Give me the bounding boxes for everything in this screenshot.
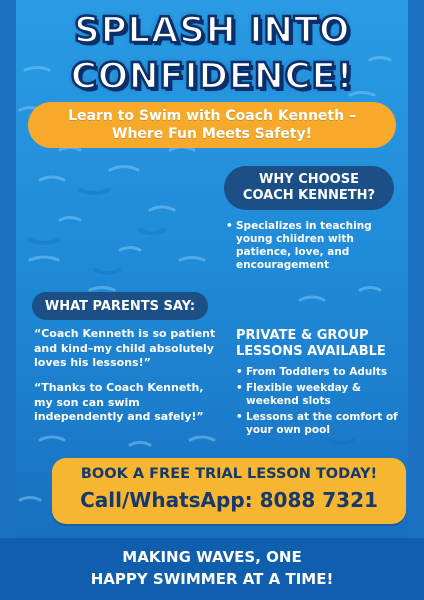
headline-line1: SPLASH INTO — [74, 10, 350, 51]
headline-line2: CONFIDENCE! — [70, 56, 354, 97]
why-choose-line2: COACH KENNETH? — [242, 188, 376, 203]
lessons-heading-line1: PRIVATE & GROUP — [236, 328, 369, 343]
bullet-icon: • — [226, 220, 233, 232]
why-choose-heading — [224, 166, 394, 210]
footer-slogan — [0, 546, 424, 590]
footer-band — [0, 538, 424, 600]
lessons-item — [236, 366, 406, 379]
booking-cta-box — [52, 458, 406, 524]
why-choose-item-text: Specializes in teaching young chiidren with patience, love, and encouragement — [236, 220, 372, 271]
bullet-icon: • — [236, 411, 243, 423]
lessons-heading-line2: LESSONS AVAILABLE — [236, 344, 386, 359]
testimonial-quote: “Coach Kenneth is so patient and kind–my child absolutely loves his lessons!” — [34, 327, 216, 369]
why-choose-line1: WHY CHOOSE — [259, 172, 359, 187]
lessons-item-text: Lessons at the comfort of your own pool — [246, 411, 398, 436]
footer-line2: HAPPY SWIMMER AT A TIME! — [90, 570, 334, 588]
testimonial-quote: “Thanks to Coach Kenneth, my son can swim independently and safely!” — [34, 381, 204, 423]
lessons-list — [236, 366, 406, 440]
subheadline-line2: Where Fun Meets Safety! — [112, 126, 312, 142]
footer-line1: MAKING WAVES, ONE — [122, 548, 302, 566]
lessons-item — [236, 411, 406, 437]
lessons-item-text: From Toddlers to Adults — [246, 366, 388, 378]
contact-phone: Call/WhatsApp: 8088 7321 — [80, 488, 378, 512]
why-choose-list — [226, 220, 401, 272]
lessons-heading — [236, 328, 406, 360]
bullet-icon: • — [236, 382, 243, 394]
lessons-item-text: Flexible weekday & weekend slots — [246, 382, 362, 407]
parents-heading: WHAT PARENTS SAY: — [32, 292, 208, 320]
subheadline-line1: Learn to Swim with Coach Kenneth – — [68, 108, 356, 124]
subheadline-banner — [28, 102, 396, 148]
bullet-icon: • — [236, 366, 243, 378]
lessons-item — [236, 382, 406, 408]
booking-cta-text: BOOK A FREE TRIAL LESSON TODAY! — [80, 466, 378, 482]
why-choose-item — [226, 220, 401, 272]
